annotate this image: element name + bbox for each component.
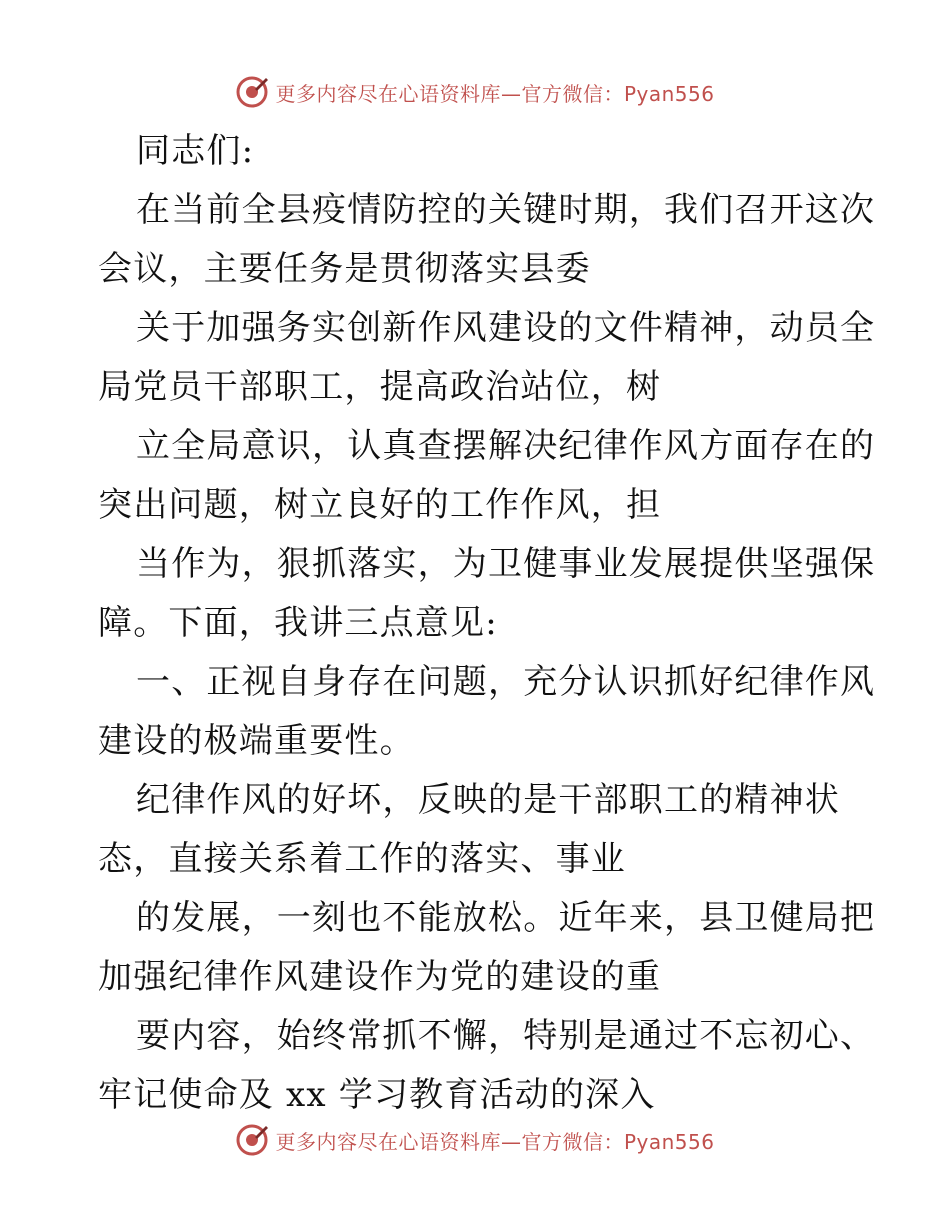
text-line: 同志们: xyxy=(136,131,255,171)
text-line: 要内容，始终常抓不懈，特别是通过不忘初心、 xyxy=(136,1016,876,1056)
text-line: 的发展，一刻也不能放松。近年来，县卫健局把 xyxy=(136,898,876,938)
text-line: 加强纪律作风建设作为党的建设的重 xyxy=(98,957,662,997)
section-heading-line: 一、正视自身存在问题，充分认识抓好纪律作风 xyxy=(136,662,876,702)
text-line: 突出问题，树立良好的工作作风，担 xyxy=(98,485,662,525)
section-heading-line: 建设的极端重要性。 xyxy=(98,721,415,761)
footer-banner xyxy=(0,1118,950,1162)
pen-logo-icon xyxy=(235,75,269,109)
footer-banner-text: 更多内容尽在心语资料库—官方微信：Pyan556 xyxy=(275,1129,715,1154)
text-line: 态，直接关系着工作的落实、事业 xyxy=(98,839,626,879)
text-line: 局党员干部职工，提高政治站位，树 xyxy=(98,367,662,407)
text-line: 关于加强务实创新作风建设的文件精神，动员全 xyxy=(136,308,876,348)
text-line: 立全局意识，认真查摆解决纪律作风方面存在的 xyxy=(136,426,876,466)
document-body xyxy=(98,122,876,1125)
text-line: 在当前全县疫情防控的关键时期，我们召开这次 xyxy=(136,190,876,230)
text-line: 会议，主要任务是贯彻落实县委 xyxy=(98,249,591,289)
header-banner xyxy=(0,70,950,114)
pen-logo-icon xyxy=(235,1123,269,1157)
text-line: 障。下面，我讲三点意见: xyxy=(98,603,498,643)
header-banner-text: 更多内容尽在心语资料库—官方微信：Pyan556 xyxy=(275,81,715,106)
text-line: 牢记使命及 xx 学习教育活动的深入 xyxy=(98,1075,656,1115)
text-line: 当作为，狠抓落实，为卫健事业发展提供坚强保 xyxy=(136,544,876,584)
text-line: 纪律作风的好坏，反映的是干部职工的精神状 xyxy=(136,780,840,820)
